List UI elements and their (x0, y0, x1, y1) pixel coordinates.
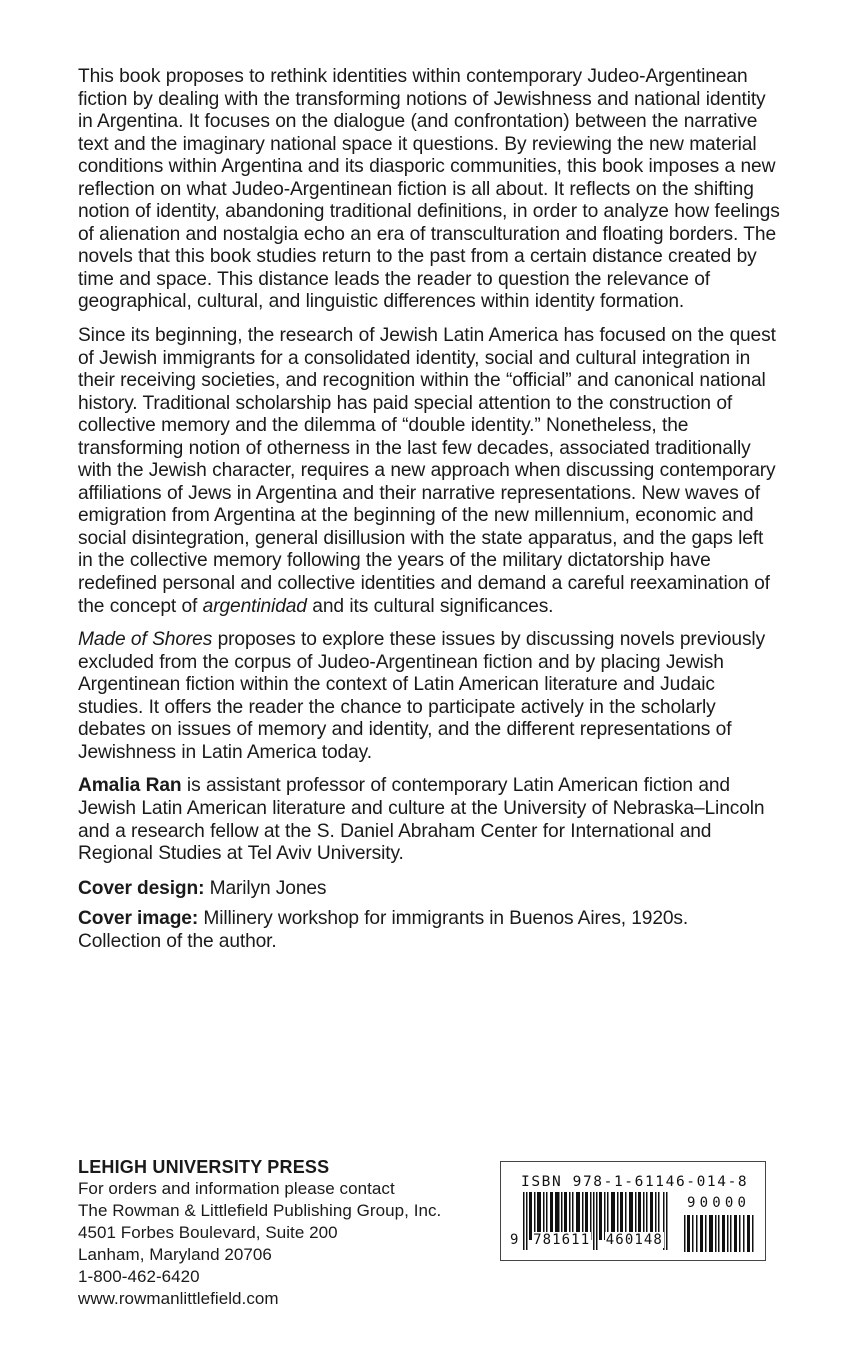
price-addon-barcode-icon (684, 1215, 756, 1252)
publisher-name: LEHIGH UNIVERSITY PRESS (78, 1157, 330, 1177)
ean-digits (509, 1232, 664, 1248)
publisher-city: Lanham, Maryland 20706 (78, 1245, 272, 1264)
description-paragraph-1 (78, 66, 783, 314)
description-text: proposes to explore these issues by discussing novels previously excluded from the corpus of Judeo-Argentinean fiction and by placing Jewish Argentinean fiction within the context of Latin American literature and Judaic studies. It offers the reader the chance to participate actively in the scholarly debates on issues of memory and identity, and the different representations of Jewishness in Latin America today. (78, 629, 766, 763)
description-text: and its cultural significances. (306, 595, 554, 617)
isbn-barcode (500, 1161, 766, 1261)
italic-term: argentinidad (202, 595, 307, 617)
ean-left-group: 781611 (533, 1232, 591, 1248)
publisher-company: The Rowman & Littlefield Publishing Group, Inc. (78, 1201, 442, 1220)
publisher-address: 4501 Forbes Boulevard, Suite 200 (78, 1223, 338, 1242)
price-code: 90000 (687, 1195, 751, 1211)
author-bio-text: is assistant professor of contemporary Latin American fiction and Jewish Latin American literature and culture at the University of Nebraska–Lincoln and a research fellow at the S. Daniel Abraham Center for International and Regional Studies at Tel Aviv University. (78, 775, 765, 865)
publisher-phone: 1-800-462-6420 (78, 1267, 200, 1286)
description-text: This book proposes to rethink identities within contemporary Judeo-Argentinean fiction by dealing with the transforming notions of Jewishness and national identity in Argentina. It focuses on the dialogue (and confrontation) between the narrative text and the imaginary national space it questions. By reviewing the new material conditions within Argentina and its diasporic communities, this book imposes a new reflection on what Judeo-Argentinean fiction is all about. It reflects on the shifting notion of identity, abandoning traditional definitions, in order to analyze how feelings of alienation and nostalgia echo an era of transculturation and floating borders. The novels that this book studies return to the past from a certain distance created by time and space. This distance leads the reader to question the relevance of geographical, cultural, and linguistic differences within identity formation. (78, 66, 780, 313)
cover-image-credit (78, 908, 698, 953)
publisher-block (78, 1156, 488, 1310)
cover-design-label: Cover design: (78, 877, 205, 899)
author-bio (78, 775, 783, 865)
description-text: Since its beginning, the research of Jewish Latin America has focused on the quest of Jewish immigrants for a consolidated identity, social and cultural integration in their receiving societies, and recognition within the “official” and canonical national history. Traditional scholarship has paid special attention to the construction of collective memory and the dilemma of “double identity.” Nonetheless, the transforming notion of otherness in the last few decades, associated traditionally with the Jewish character, requires a new approach when discussing contemporary affiliations of Jews in Argentina and their narrative representations. New waves of emigration from Argentina at the beginning of the new millennium, economic and social disintegration, general disillusion with the state apparatus, and the gaps left in the collective memory following the years of the military dictatorship have redefined personal and collective identities and demand a careful reexamination of the concept of (78, 325, 776, 617)
ean-right-group: 460148 (605, 1232, 663, 1248)
cover-design-value: Marilyn Jones (204, 877, 327, 899)
book-title: Made of Shores (78, 629, 213, 651)
description-paragraph-3 (78, 629, 783, 764)
isbn-label: ISBN 978-1-61146-014-8 (521, 1174, 749, 1190)
cover-image-label: Cover image: (78, 908, 199, 930)
publisher-website: www.rowmanlittlefield.com (78, 1289, 279, 1308)
cover-design-credit (78, 878, 783, 901)
publisher-contact-line: For orders and information please contact (78, 1179, 395, 1198)
description-paragraph-2 (78, 325, 783, 618)
cover-image-value: Millinery workshop for immigrants in Buenos Aires, 1920s. Collection of the author. (78, 908, 689, 952)
author-name: Amalia Ran (78, 775, 182, 797)
ean-first-digit: 9 (510, 1232, 520, 1248)
back-cover-text (78, 66, 783, 961)
